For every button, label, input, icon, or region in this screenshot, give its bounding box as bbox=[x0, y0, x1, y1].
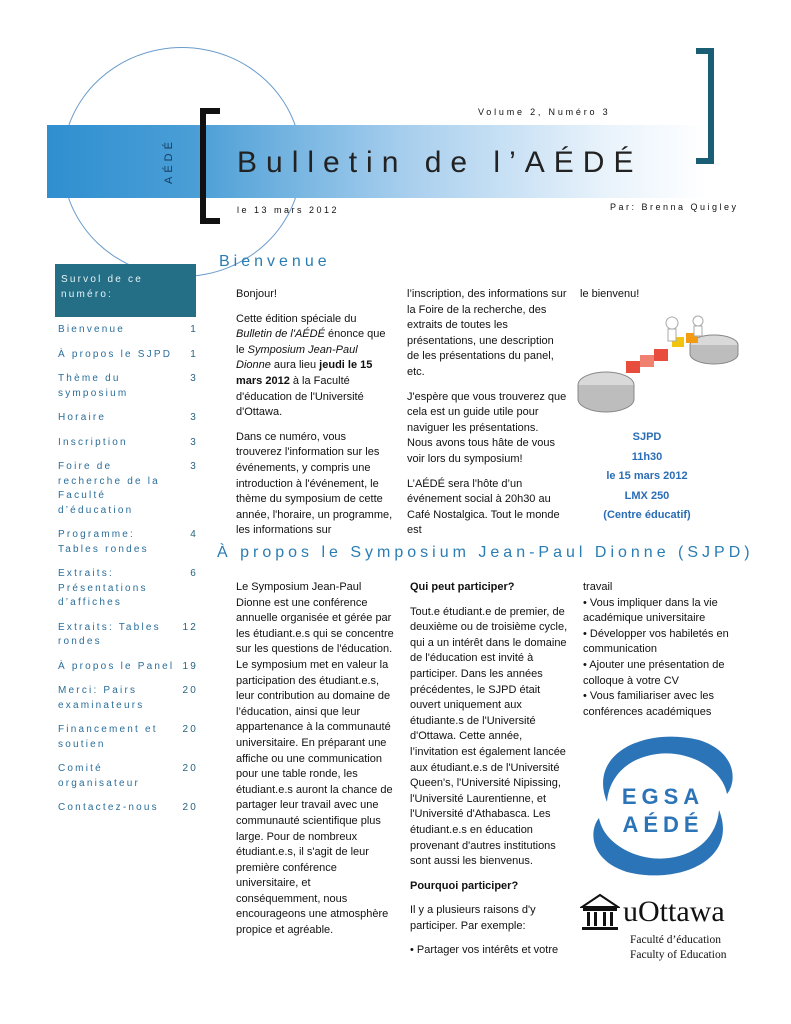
bienvenue-column-1 bbox=[236, 287, 393, 548]
toc-item[interactable]: Merci: Pairs examinateurs 20 bbox=[58, 685, 198, 711]
bullet-item: • Développer vos habiletés en communication bbox=[583, 627, 729, 656]
bienvenue-column-2 bbox=[407, 287, 567, 548]
faculty-fr: Faculté d’éducation bbox=[630, 934, 722, 946]
egsa-logo bbox=[587, 732, 739, 882]
puzzle-illustration bbox=[576, 315, 741, 420]
bullet-item: • Vous impliquer dans la vie académique universitaire bbox=[583, 596, 718, 625]
figure-body bbox=[694, 326, 702, 336]
faculty-en: Faculty of Education bbox=[630, 949, 727, 961]
apropos-column-1 bbox=[236, 580, 396, 948]
uottawa-building-icon bbox=[580, 893, 620, 933]
faculty-label bbox=[630, 933, 726, 963]
bullet-item: • Partager vos intérêts et votre bbox=[410, 944, 559, 957]
section-heading-apropos: À propos le Symposium Jean-Paul Dionne (SJPD) bbox=[217, 544, 754, 561]
toc-item[interactable]: Horaire 3 bbox=[58, 412, 198, 423]
toc-item[interactable]: Foire de recherche de la Faculté d’éducation 3 bbox=[58, 461, 198, 516]
paragraph: Cette édition spéciale du Bulletin de l'AÉDÉ énonce que le Symposium Jean-Paul Dionne aura lieu jeudi le 15 mars 2012 à la Faculté d'éducation de l'Université d'Ottawa. bbox=[236, 312, 386, 419]
continuation-text: travail bbox=[583, 581, 613, 593]
apropos-column-3 bbox=[583, 580, 743, 720]
paragraph: Bonjour! bbox=[236, 288, 277, 300]
toc-item[interactable]: À propos le Panel 19 bbox=[58, 660, 198, 672]
toc-item[interactable]: Extraits: Tables rondes 12 bbox=[58, 621, 198, 647]
bullet-item: • Vous familiariser avec les conférences académiques bbox=[583, 690, 715, 718]
puzzle-piece bbox=[654, 349, 668, 361]
paragraph: l’inscription, des informations sur la Foire de la recherche, des extraits de toutes les présentations, une description de les présentations du panel, etc. bbox=[407, 288, 567, 378]
apropos-column-2 bbox=[410, 580, 568, 968]
puzzle-piece bbox=[626, 361, 640, 373]
paragraph: Il y a plusieurs raisons d'y participer. Par exemple: bbox=[410, 904, 536, 932]
subheading: Pourquoi participer? bbox=[410, 879, 519, 892]
toc-item[interactable]: Financement et soutien 20 bbox=[58, 724, 198, 750]
left-bracket bbox=[200, 108, 220, 224]
figure-body bbox=[668, 329, 676, 341]
event-room: LMX 250 bbox=[624, 489, 670, 502]
toc-item[interactable]: Inscription 3 bbox=[58, 436, 198, 448]
paragraph: le bienvenu! bbox=[580, 288, 640, 300]
sidebar-heading: Survol de ce numéro: bbox=[55, 264, 196, 317]
toc-item[interactable]: Comité organisateur 20 bbox=[58, 763, 198, 789]
egsa-text: EGSA bbox=[621, 784, 705, 809]
toc-item[interactable]: À propos le SJPD 1 bbox=[58, 348, 198, 360]
uottawa-wordmark: uOttawa bbox=[623, 895, 725, 928]
table-of-contents bbox=[58, 323, 202, 826]
right-platform-side bbox=[690, 345, 738, 364]
page-title: Bulletin de l’AÉDÉ bbox=[237, 146, 643, 179]
vertical-label: AÉDÉ bbox=[163, 138, 175, 184]
left-platform-side bbox=[578, 385, 634, 412]
toc-item[interactable]: Bienvenue 1 bbox=[58, 324, 198, 335]
right-bracket bbox=[696, 48, 714, 164]
aede-text: AÉDÉ bbox=[622, 812, 704, 837]
paragraph: Le Symposium Jean-Paul Dionne est une conférence annuelle organisée et gérée par les étudiant.e.s qui se concentre sur les questions de l'éducation. Le symposium met en valeur la participation des étudiant.e.s, leur contribution au domaine de l’éducation, ainsi que leur appartenance à la communauté universitaire. En préparant une affiche ou une communication pour une table ronde, les étudiant.e.s auront la chance de partager leur travail avec une communauté scientifique plus large. Pour de nombreux étudiant.e.s, il s'agit de leur première conférence universitaire, et conséquemment, nous encourageons une atmosphère propice et agréable. bbox=[236, 581, 394, 937]
paragraph: Dans ce numéro, vous trouverez l'information sur les événements, y compris une introduction à l'événement, le thème du symposium de cette année, l'horaire, un programme, les informations sur bbox=[236, 430, 393, 537]
toc-item[interactable]: Programme: Tables rondes 4 bbox=[58, 529, 198, 555]
figure-head bbox=[666, 317, 678, 329]
issue-date: le 13 mars 2012 bbox=[237, 205, 340, 215]
toc-item[interactable]: Thème du symposium 3 bbox=[58, 373, 198, 399]
event-info bbox=[576, 428, 718, 526]
event-place: (Centre éducatif) bbox=[603, 509, 691, 521]
paragraph: J'espère que vous trouverez que cela est un guide utile pour naviguer les présentations. Nous avons tous hâte de vous voir lors du symposium! bbox=[407, 390, 567, 465]
toc-item[interactable]: Extraits: Présentations d’affiches 6 bbox=[58, 568, 198, 608]
event-date: le 15 mars 2012 bbox=[606, 470, 688, 482]
section-heading-bienvenue: Bienvenue bbox=[219, 253, 331, 270]
bienvenue-column-3 bbox=[580, 287, 720, 312]
paragraph: Tout.e étudiant.e de premier, de deuxième ou de troisième cycle, qui a un intérêt dans le domaine de l'éducation est invité à participer. Dans les années précédentes, le SJPD était ouvert uniquement aux étudiante.s de l'Université d'Ottawa. Cette année, l’invitation est également lancée aux étudiant.e.s de l'Université Queen's, l'Université Nipissing, l'Université Laurentienne, et l'Université d'Athabasca. Les étudiant.e.s en éducation provenant d'autres institutions sont aussi les bienvenus. bbox=[410, 605, 568, 868]
figure-head bbox=[693, 316, 703, 326]
subheading: Qui peut participer? bbox=[410, 581, 515, 593]
author-label: Par: Brenna Quigley bbox=[610, 202, 739, 212]
bullet-item: • Ajouter une présentation de colloque à votre CV bbox=[583, 658, 725, 687]
toc-item[interactable]: Contactez-nous 20 bbox=[58, 802, 198, 813]
volume-label: Volume 2, Numéro 3 bbox=[478, 107, 611, 117]
event-time: 11h30 bbox=[631, 450, 663, 463]
event-name: SJPD bbox=[632, 431, 662, 443]
puzzle-piece bbox=[640, 355, 654, 367]
paragraph: L’AÉDÉ sera l'hôte d’un événement social à 20h30 au Café Nostalgica. Tout le monde est bbox=[407, 477, 560, 537]
